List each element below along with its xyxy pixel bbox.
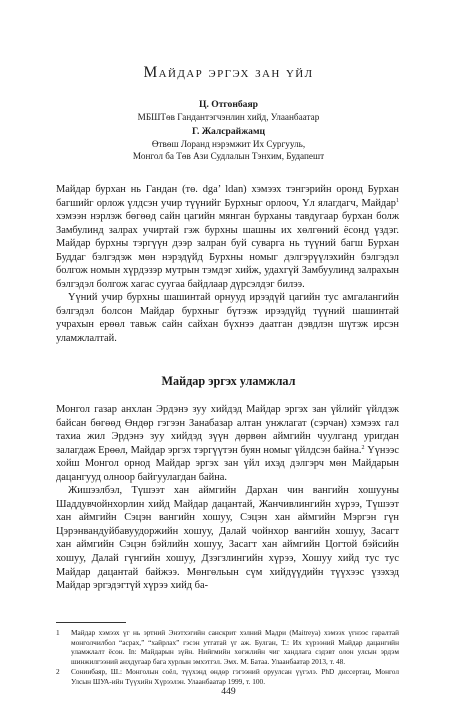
- page-number: 449: [221, 686, 236, 697]
- author-block-2: [0, 126, 457, 162]
- author-name: Ц. Отгонбаяр: [199, 99, 258, 110]
- footnote: [56, 667, 399, 686]
- author-block-1: [0, 99, 457, 123]
- footnote-divider: [56, 622, 126, 623]
- intro-text: [56, 183, 399, 346]
- paragraph: Үүний учир бурхны шашинтай орнууд ирээдүй цагийн тус амгалангийн бэлгэдэл болсон Майдар бурхныг бүтээж ирээдүйд түүний шашинтай учрахын ерөөл тавьж сайн сайхан бүхнээ даатган дэвдлэн шүтэж ирсэн уламжлалтай.: [56, 292, 399, 345]
- author-affiliation: Монгол ба Төв Ази Судлалын Тэнхим, Будапешт: [132, 151, 325, 161]
- footnote-ref[interactable]: 1: [396, 197, 399, 204]
- author-affiliation: Өтвөш Лоранд нэрэмжит Их Сургууль,: [151, 139, 306, 149]
- paragraph: Майдар бурхан нь Гандан (тө. dga’ ldan) хэмээх тэнгэрийн оронд Бурхан багшийг орлож үлдсэн учир түүнийг Бурхныг орлооч, Үл ялагдагч, Майдар$^1$ хэмээн нэрлэж бөгөөд сайн цагийн мянган бурханы тавдугаар бурхан болж Замбулинд залрах учиртай гэж бурхны шашны их хөлгөний ёсонд үздэг. Майдар бурхны тэргүүн дээр залран буй суварга нь түүний багш Бурхан Буддаг бэлгэдэж мөн нэрэдүйд Бурхны номыг дэлгэрүүлэхийн бэлгэдэл болгож номын хүрдэзэр мутрын тэмдэг хийж, удахгүй Замбуулинд залрахын бэлгэдэл болгож хагас суугаа байдлаар дүрсэлдэг билээ.: [56, 184, 399, 290]
- author-affiliation: МБШТөв Гандантэгчэнлин хийд, Улаанбаатар: [137, 112, 320, 122]
- article-title: Майдар эргэх зан үйл: [143, 64, 314, 81]
- footnote-number: 1: [56, 628, 60, 637]
- author-name: Г. Жалсрайжамц: [191, 126, 266, 137]
- section-heading: Майдар эргэх уламжлал: [161, 374, 296, 388]
- footnote-ref[interactable]: 2: [361, 444, 365, 451]
- footnote-text: Майдар хэмээх үг нь эртний Энэтхэгийн санскрит хэлний Мадри (Maitreya) хэмээх үгнээс гаралтай монголчилбол “асрах,” “хайрлах” гэсэн утгатай үг аж. Булган, Т.: Их хүрээний Майдар дацангийн уламжлалт ёсон. In: Майдарын зүйн. Нийгмийн хөгжлийн чиг хандлага сэдэвт олон улсын эрдэм шинжилгээний анхдугаар бага хурлын эмхэтгэл. Эмх. М. Батаа. Улаанбаатар 2013, т. 48.: [71, 628, 399, 667]
- footnote: [56, 628, 399, 667]
- footnote-number: 2: [56, 667, 60, 676]
- section-text: [56, 403, 399, 593]
- footnote-text: Сониибаяр, Ш.: Монголын соёл, түүхэнд өндөр гэгээний оруулсан үүгэлэ. PhD диссертац, Монгол Улсын ШУА-ийн Түүхийн Хүрээлэн. Улаанбаатар 1999, т. 100.: [71, 667, 399, 686]
- paragraph: Монгол газар анхлан Эрдэнэ зуу хийдэд Майдар эргэх зан үйлийг үйлдэж байсан бөгөөд Өндөр гэгээн Занабазар алтан унжлагат (сэрчан) хэмээх гал тахиа жил Эрдэнэ зуу хийдэд зүүн дөрвөн аймгийн чуулганд уригдан залагдаж Ерөөл, Майдар эргэх тэргүүтэн буян номыг үйлдсэн байна.$^2$ Үүнээс хойш Монгол орнод Майдар эргэх зан үйл ихэд дэлгэрч мөн Майдарын дацангууд олноор байгуулагдан байна.: [56, 404, 400, 483]
- paragraph: Жишээлбэл, Түшээт хан аймгийн Дархан чин вангийн хошууны Шаддувчойнхорлин хийд Майдар дацантай, Жанчивлингийн хүрээ, Түшээт хан аймгийн Сэцэн вангийн хошуу, Сэцэн хан аймгийн Мэргэн гүн Цэрэнвандуйбавуудоржийн хошуу, Далай чойнхор вангийн хошуу, Засагт хан аймгийн Сэцэн бэйлийн хошуу, Засагт хан аймгийн Цогтой бэйсийн хошуу, Далай гүнгийн хошуу, Дзэгзлингийн хүрээ, Хошуу хийд тус тус Майдар дацантай байжээ. Мөнгөльын сүм хийдүүдийн түүхээс үзэхэд Майдар эргэдэгтүй хүрээ хийд ба-: [56, 485, 399, 592]
